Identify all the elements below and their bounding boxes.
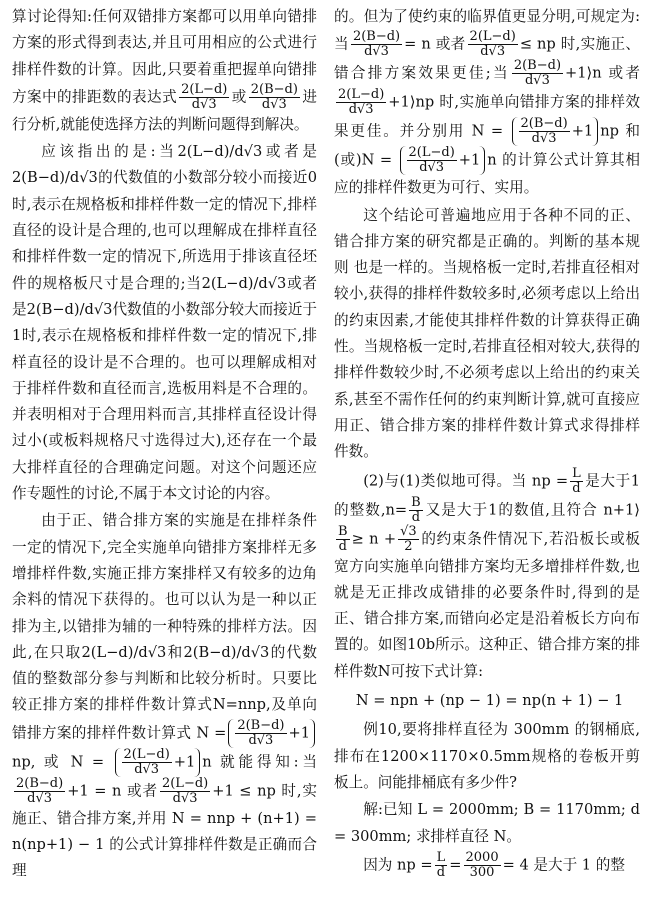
numerator: L bbox=[436, 849, 446, 865]
example-10: 例10,要将排样直径为 300mm 的钢桶底,排布在1200×1170×0.5mm规格的卷板开剪板上。问能排桶底有多少件? bbox=[334, 721, 640, 791]
bracket bbox=[400, 146, 486, 175]
formula-text: np, 或 N = bbox=[12, 753, 105, 771]
formula-text: np 和(或)N = bbox=[334, 122, 640, 169]
text: ≥ n + bbox=[351, 530, 397, 548]
text: 又是大于1的数值,且符合 n+1⟩ bbox=[424, 501, 640, 519]
left-paragraph-3 bbox=[12, 508, 317, 884]
fraction bbox=[435, 851, 448, 880]
denominator: d bbox=[338, 538, 347, 554]
numerator: 2(B−d) bbox=[16, 775, 64, 791]
denominator: 2 bbox=[404, 538, 413, 554]
text: (2)与(1)类似地可得。当 np = bbox=[363, 472, 569, 490]
text: 由于正、错合排方案的实施是在排样条件一定的情况下,完全实施单向错排方案排样无多增排样件数,实施正排方案排样又有较多的边角余料的情况下获得的。也可以认为是一种以正排为主,以错排为辅的一种特殊的排样方法。因此,在只取2(L−d)/d√3和2(B−d)/d√3的代数值的整数部分参与判断和比较分析时。只要比较正排方案的排样件数计算式N=nnp,及单向错排方案的排样件数计算式 bbox=[12, 512, 317, 742]
fraction bbox=[179, 83, 229, 112]
numerator: 2(B−d) bbox=[513, 58, 562, 74]
fraction bbox=[409, 496, 423, 525]
formula-text: = n 或者 bbox=[404, 35, 466, 53]
denominator: d bbox=[411, 509, 421, 525]
fraction bbox=[468, 30, 518, 59]
denominator: d√3 bbox=[172, 790, 198, 806]
fraction bbox=[512, 59, 563, 88]
fraction bbox=[336, 525, 350, 554]
formula-text: +1 bbox=[288, 724, 311, 742]
right-paragraph-1 bbox=[334, 4, 640, 202]
numerator: B bbox=[338, 523, 348, 539]
bracket bbox=[115, 748, 201, 777]
denominator: d bbox=[436, 864, 446, 880]
fraction bbox=[351, 30, 402, 59]
left-column bbox=[12, 4, 317, 886]
text: = 4 是大于 1 的整 bbox=[502, 856, 625, 874]
fraction bbox=[160, 777, 210, 806]
formula-text: +1 ≤ np 时,实施正、错合排方案,并用 N = nnp + (n+1) = n(np+1) − 1 的公式计算排样件数是正确而合理 bbox=[12, 782, 317, 880]
text: 因为 np = bbox=[363, 856, 433, 874]
numerator: 2(B−d) bbox=[237, 717, 285, 733]
formula-text: +1 bbox=[571, 122, 594, 140]
numerator: 2(L−d) bbox=[161, 775, 209, 791]
numerator: 2(L−d) bbox=[469, 29, 516, 45]
text: 算讨论得知:任何双错排方案都可以用单向错排方案的形式得到表达,并且可用相应的公式进行排样件数的计算。因此,只要着重把握单向错排方案中的排距数的表达式 bbox=[12, 8, 317, 106]
left-paragraph-2: 应该指出的是:当2(L−d)/d√3或者是2(B−d)/d√3的代数值的小数部分较小而接近0时,表示在规格板和排样件数一定的情况下,排样直径的设计是合理的,也可以理解成在排样直径和排样件数一定的情况下,所选用于排该直径坯件的规格板尺寸是合理的;当2(L−d)/d√3或者是2(B−d)/d√3代数值的小数部分较大而接近于1时,表示在规格板和排样件数一定的情况下,排样直径的设计是不合理的。也可以理解成相对于排样件数和直径而言,选板用料是不合理的。并表明相对于合理用料而言,其排样直径设计得过小(或板料规格尺寸选得过大),还存在一个最大排样直径的合理确定问题。对这个问题还应作专题性的讨论,不属于本文讨论的内容。 bbox=[12, 143, 317, 503]
numerator: 2000 bbox=[465, 849, 499, 865]
text: 的约束条件情况下,若沿板长或板宽方向实施单向错排方案均无多增排样件数,也就是无正排改成错排的必要条件时,得到的是正、错合排方案,而错向必定是沿着板长方向布置的。如图10b所示。这种正、错合排方案的排样件数N可按下式计算: bbox=[334, 530, 641, 680]
denominator: d√3 bbox=[364, 44, 389, 60]
numerator: √3 bbox=[400, 523, 417, 539]
bracket bbox=[228, 719, 315, 748]
fraction bbox=[336, 88, 386, 117]
formula-text: n 就能得知:当 bbox=[202, 753, 317, 771]
fraction bbox=[519, 117, 570, 146]
right-column bbox=[334, 4, 640, 881]
fraction bbox=[14, 777, 65, 806]
denominator: 300 bbox=[469, 864, 495, 880]
solution: 解:已知 L = 2000mm; B = 1170mm; d = 300mm; 求排样直径 N。 bbox=[334, 801, 640, 845]
denominator: d√3 bbox=[27, 790, 53, 806]
numerator: B bbox=[411, 494, 421, 510]
numerator: 2(B−d) bbox=[520, 116, 568, 132]
fraction bbox=[464, 851, 501, 880]
numerator: 2(L−d) bbox=[338, 87, 385, 103]
formula-text: +1 bbox=[173, 753, 196, 771]
denominator: d√3 bbox=[191, 96, 217, 112]
text: 的。但为了使约束的临界值更显分明,可规定为:当 bbox=[334, 8, 640, 53]
numerator: 2(L−d) bbox=[181, 81, 228, 97]
numerator: 2(L−d) bbox=[123, 746, 170, 762]
right-paragraph-2: 这个结论可普遍地应用于各种不同的正、错合排方案的研究都是正确的。判断的基本规则 也是一样的。当规格板一定时,若排直径相对较小,获得的排样件数较多时,必须考虑以上给出的约束因素,才能使其排样件数的计算获得正确性。当规格板一定时,若排直径相对较大,获得的排样件数较少时,不必须考虑以上给出的约束关系,甚至不需作任何的约束判断计算,就可直接应用正、错合排方案的排样件数计算式求得排样件数。 bbox=[334, 206, 640, 461]
denominator: d√3 bbox=[248, 732, 274, 748]
fraction bbox=[407, 146, 457, 175]
fraction bbox=[235, 719, 286, 748]
right-paragraph-3 bbox=[334, 467, 640, 685]
denominator: d bbox=[572, 480, 581, 496]
solution-step bbox=[334, 851, 640, 880]
text: = bbox=[449, 856, 462, 874]
numerator: 2(B−d) bbox=[250, 81, 298, 97]
denominator: d√3 bbox=[524, 73, 550, 89]
formula-text: N = bbox=[196, 724, 227, 742]
formula-text: +1 = n 或者 bbox=[67, 782, 158, 800]
fraction bbox=[398, 525, 419, 554]
denominator: d√3 bbox=[480, 44, 506, 60]
text: n 的计算公式计算其相应的排样件数更为可行、实用。 bbox=[334, 151, 640, 197]
equation: N = npn + (np − 1) = np(n + 1) − 1 bbox=[355, 692, 624, 710]
numerator: 2(L−d) bbox=[408, 145, 455, 161]
formula-text: +1⟩np 时,实施单向错排方案的排样效果更佳。并分别用 N = bbox=[334, 93, 640, 140]
denominator: d√3 bbox=[419, 160, 445, 176]
fraction bbox=[122, 748, 172, 777]
denominator: d√3 bbox=[348, 102, 374, 118]
text: 是大于1的整数,n= bbox=[334, 472, 640, 519]
bracket bbox=[512, 117, 599, 146]
denominator: d√3 bbox=[134, 761, 160, 777]
formula-text: ≤ np 时,实施正、错合排方案效果更佳;当 bbox=[334, 35, 640, 82]
fraction bbox=[249, 83, 300, 112]
fraction bbox=[570, 467, 583, 496]
numerator: 2(B−d) bbox=[352, 29, 401, 45]
denominator: d√3 bbox=[531, 131, 557, 147]
denominator: d√3 bbox=[261, 96, 287, 112]
text: 或 bbox=[231, 88, 247, 106]
text: 进行分析,就能使选择方法的判断问题得到解决。 bbox=[12, 88, 317, 133]
formula-text: +1 bbox=[458, 151, 481, 169]
numerator: L bbox=[572, 465, 581, 481]
left-paragraph-1 bbox=[12, 4, 317, 138]
formula-text: +1⟩n 或者 bbox=[565, 64, 641, 82]
